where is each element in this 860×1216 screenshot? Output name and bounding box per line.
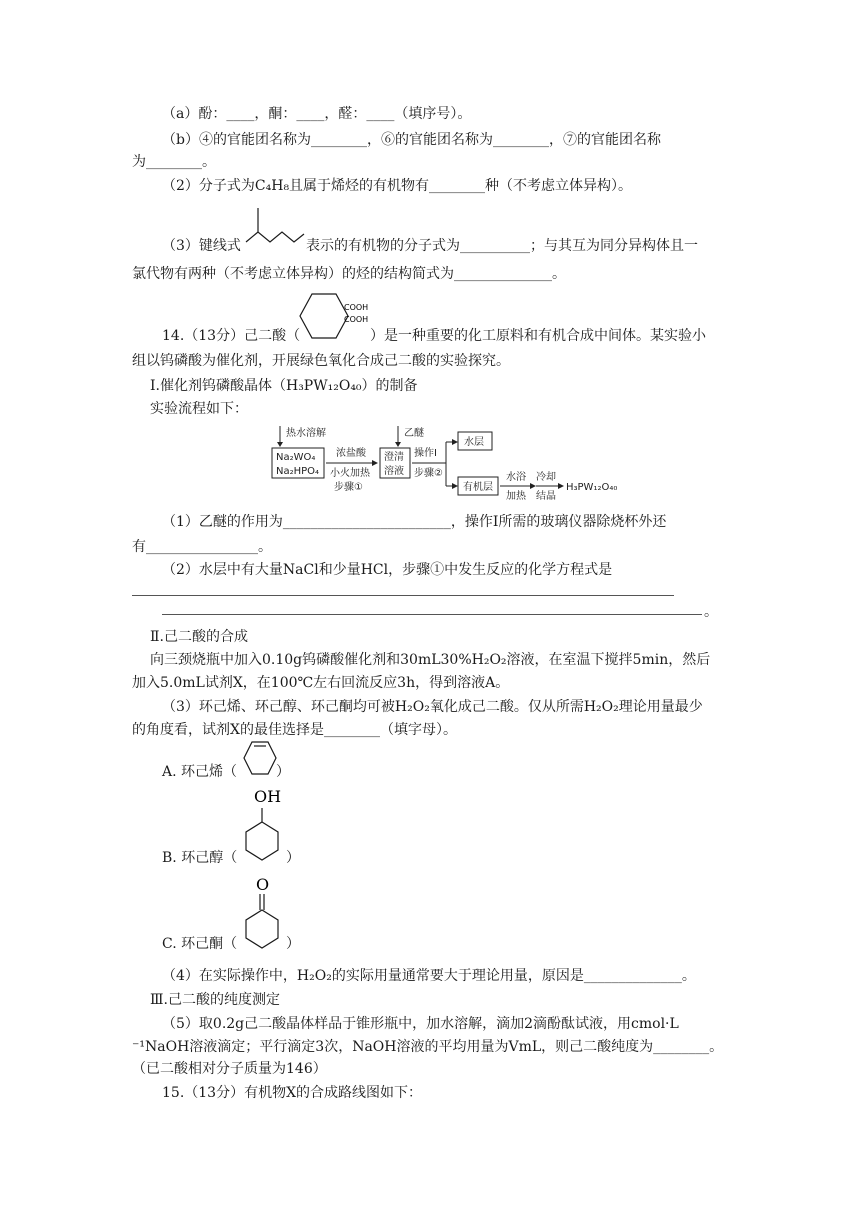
flow-water-layer: 水层 <box>464 437 484 448</box>
flow-clear-2: 溶液 <box>384 466 404 477</box>
flow-clear-1: 澄清 <box>384 452 404 463</box>
q14-5-line-a: （5）取0.2g己二酸晶体样品于锥形瓶中，加水溶解，滴加2滴酚酞试液，用cmol·L <box>162 1016 679 1032</box>
answer-rule-2 <box>162 614 702 615</box>
flow-intro: 实验流程如下： <box>150 401 248 417</box>
cooh-label-1: COOH <box>344 303 369 312</box>
q14-4-line: （4）在实际操作中，H₂O₂的实际用量通常要大于理论用量，原因是______________。 <box>162 968 696 984</box>
flow-ether: 乙醚 <box>404 428 424 439</box>
q14-2-line-a: （2）水层中有大量NaCl和少量HCl，步骤①中发生反应的化学方程式是 <box>162 562 613 578</box>
option-a-label: A. 环己烯（ <box>162 764 238 780</box>
q14-2-end: 。 <box>704 604 718 620</box>
q2-line: （2）分子式为C₄H₈且属于烯烃的有机物有________种（不考虑立体异构）。 <box>162 178 633 194</box>
option-b-label: B. 环己醇（ <box>162 850 238 866</box>
q3-suffix: 表示的有机物的分子式为__________；与其互为同分异构体且一 <box>306 238 698 254</box>
q15-line: 15.（13分）有机物X的合成路线图如下： <box>162 1085 423 1101</box>
q14-1-line-a: （1）乙醚的作用为________________________，操作Ⅰ所需的玻璃仪器除烧杯外还 <box>162 514 667 530</box>
flow-product: H₃PW₁₂O₄₀ <box>566 482 618 493</box>
q-a-line: （a）酚：____，酮：____，醛：____（填序号）。 <box>162 106 472 122</box>
oh-label: OH <box>254 787 282 806</box>
flow-conc-hcl: 浓盐酸 <box>336 448 366 459</box>
q14-line-2: 组以钨磷酸为催化剂，开展绿色氧化合成己二酸的实验探究。 <box>132 353 510 369</box>
flow-organic-layer: 有机层 <box>463 482 493 493</box>
q-b-line-1: （b）④的官能团名称为________，⑥的官能团名称为________，⑦的官能团名称 <box>162 132 661 148</box>
option-c-label: C. 环己酮（ <box>162 936 238 952</box>
option-b-close: ） <box>286 850 300 866</box>
o-label: O <box>256 875 270 894</box>
flow-heat: 小火加热 <box>330 468 370 479</box>
q14-3-line-b: 的角度看，试剂X的最佳选择是________（填字母）。 <box>132 722 457 738</box>
synthesis-line-1: 向三颈烧瓶中加入0.10g钨磷酸催化剂和30mL30%H₂O₂溶液，在室温下搅拌5min，然后 <box>150 652 711 668</box>
flow-heating: 加热 <box>506 491 526 502</box>
q-b-line-2: 为________。 <box>132 154 216 170</box>
part-iii-heading: Ⅲ.己二酸的纯度测定 <box>150 992 280 1008</box>
flow-chart <box>270 424 630 502</box>
skeletal-formula-icon <box>244 204 308 248</box>
q3-line-2: 氯代物有两种（不考虑立体异构）的烃的结构简式为______________。 <box>132 266 566 282</box>
adipic-acid-structure-icon <box>292 290 378 352</box>
cooh-label-2: COOH <box>344 315 369 324</box>
flow-step1: 步骤① <box>334 482 363 493</box>
flow-hot-water: 热水溶解 <box>286 428 326 439</box>
part-i-heading: Ⅰ.催化剂钨磷酸晶体（H₃PW₁₂O₄₀）的制备 <box>150 378 418 394</box>
answer-rule-1 <box>132 595 674 596</box>
q14-5-line-b: ⁻¹NaOH溶液滴定；平行滴定3次，NaOH溶液的平均用量为VmL，则己二酸纯度为________。 <box>132 1039 724 1055</box>
part-ii-heading: Ⅱ.己二酸的合成 <box>150 629 248 645</box>
flow-crystal: 结晶 <box>536 491 556 502</box>
flow-water-bath: 水浴 <box>506 472 526 483</box>
flow-op1: 操作Ⅰ <box>414 448 437 459</box>
q14-prefix: 14.（13分）己二酸（ <box>162 328 301 344</box>
flow-reagent-1: Na₂WO₄ <box>276 452 316 463</box>
q14-5-line-c: （已二酸相对分子质量为146） <box>132 1061 327 1077</box>
option-a-close: ） <box>276 764 290 780</box>
q3-prefix: （3）键线式 <box>162 238 241 254</box>
option-c-close: ） <box>286 936 300 952</box>
q14-3-line-a: （3）环己烯、环己醇、环己酮均可被H₂O₂氧化成己二酸。仅从所需H₂O₂理论用量最少 <box>162 699 703 715</box>
q14-suffix: ）是一种重要的化工原料和有机合成中间体。某实验小 <box>370 328 706 344</box>
flow-reagent-2: Na₂HPO₄ <box>276 466 320 477</box>
q14-1-line-b: 有________________。 <box>132 539 272 555</box>
synthesis-line-2: 加入5.0mL试剂X，在100℃左右回流反应3h，得到溶液A。 <box>132 675 510 691</box>
flow-cool: 冷却 <box>536 472 556 483</box>
cyclohexene-icon <box>240 740 280 784</box>
flow-step2: 步骤② <box>414 468 443 479</box>
